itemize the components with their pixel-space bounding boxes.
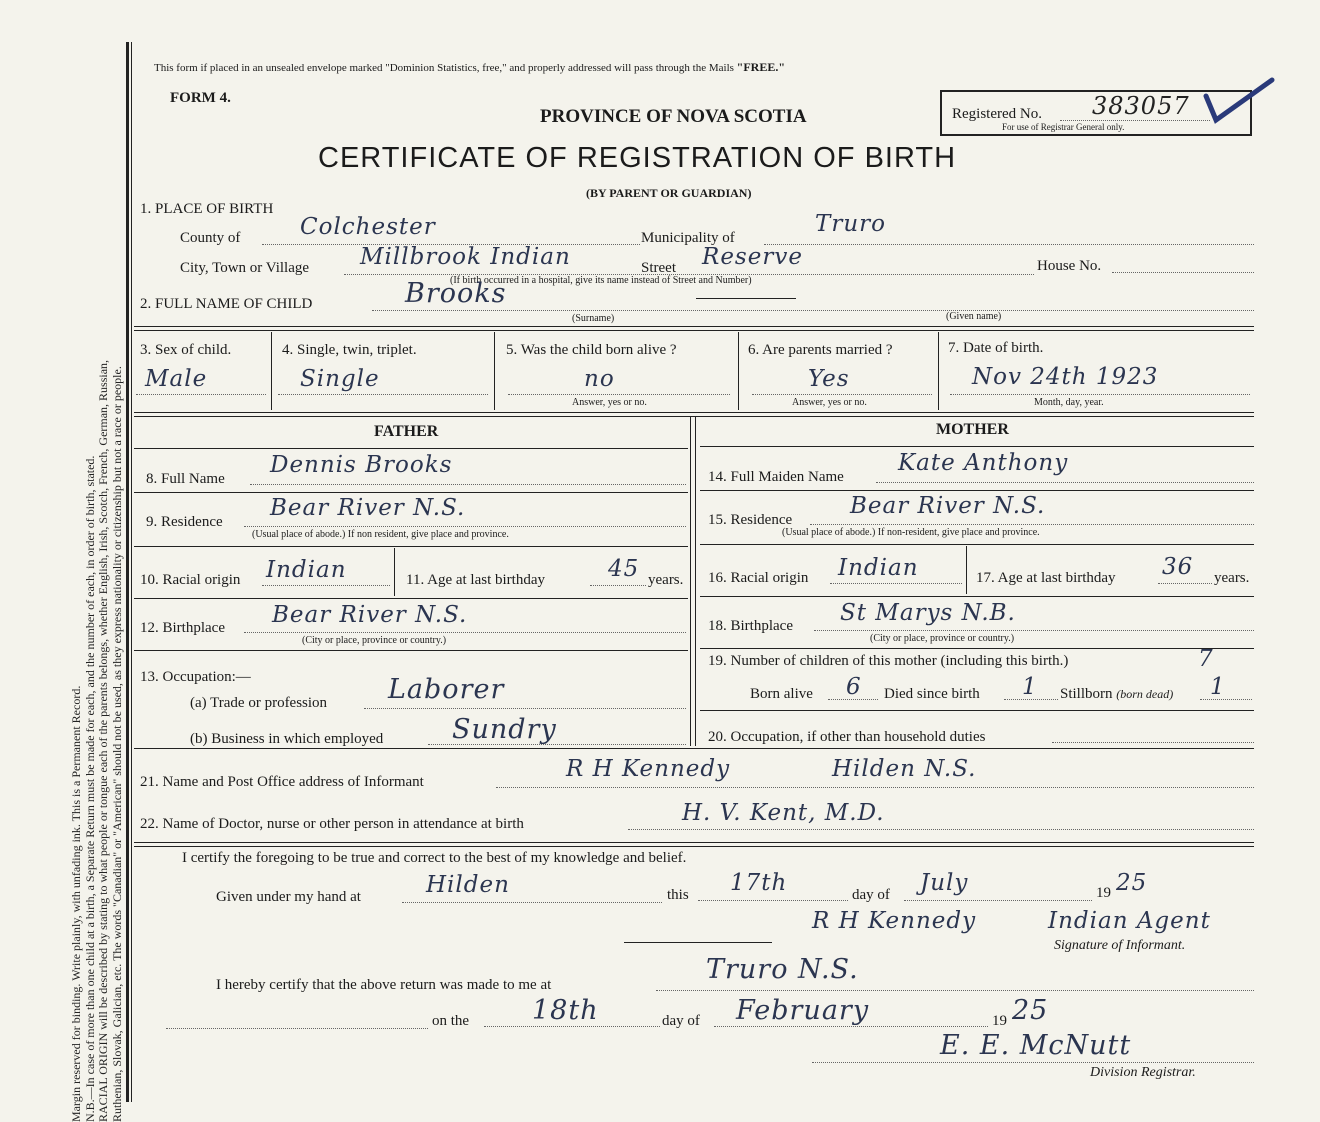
- sex-label: 3. Sex of child.: [140, 342, 232, 358]
- mother-age-unit: years.: [1214, 570, 1250, 586]
- parents-married-value: Yes: [808, 366, 850, 392]
- died-value: 1: [1022, 674, 1038, 700]
- doctor-label: 22. Name of Doctor, nurse or other person in attendance at birth: [140, 816, 524, 832]
- given-at-place: Hilden: [426, 872, 510, 898]
- mother-residence-label: 15. Residence: [708, 512, 793, 528]
- business-label: (b) Business in which employed: [190, 731, 384, 747]
- page-title: CERTIFICATE OF REGISTRATION OF BIRTH: [318, 142, 957, 174]
- house-label: House No.: [1037, 258, 1102, 274]
- registrar-caption: Division Registrar.: [1090, 1065, 1196, 1080]
- children-count-label: 19. Number of children of this mother (including this birth.): [708, 653, 1069, 669]
- registrar-place: Truro N.S.: [706, 954, 859, 985]
- hospital-note: (If birth occurred in a hospital, give its name instead of Street and Number): [450, 275, 752, 286]
- check-mark-icon: [1200, 74, 1280, 130]
- informant-signature: R H Kennedy: [812, 908, 977, 934]
- surname-caption: (Surname): [572, 313, 615, 324]
- binding-rule-inner: [131, 42, 132, 1102]
- certify-statement: I certify the foregoing to be true and correct to the best of my knowledge and belief.: [182, 850, 687, 866]
- father-occupation-label: 13. Occupation:—: [140, 669, 251, 685]
- father-race-value: Indian: [266, 557, 347, 583]
- mother-name-label: 14. Full Maiden Name: [708, 469, 844, 485]
- registered-label: Registered No.: [952, 106, 1042, 122]
- municipality-value: Truro: [815, 211, 886, 237]
- street-value: Reserve: [702, 244, 803, 270]
- father-residence-value: Bear River N.S.: [270, 495, 466, 521]
- born-alive-caption: Answer, yes or no.: [572, 397, 647, 408]
- died-label: Died since birth: [884, 686, 980, 702]
- born-alive-count-value: 6: [846, 674, 862, 700]
- father-race-label: 10. Racial origin: [140, 572, 241, 588]
- mother-birthplace-label: 18. Birthplace: [708, 618, 793, 634]
- father-residence-note: (Usual place of abode.) If non resident, give place and province.: [252, 529, 509, 540]
- dayof-label: day of: [852, 887, 890, 903]
- informant-address: Hilden N.S.: [832, 756, 977, 782]
- given-month: July: [920, 870, 969, 896]
- given-day: 17th: [730, 870, 788, 896]
- mother-heading: MOTHER: [936, 421, 1009, 438]
- given-at-label: Given under my hand at: [216, 889, 361, 905]
- father-name-value: Dennis Brooks: [270, 452, 453, 478]
- mother-residence-value: Bear River N.S.: [850, 493, 1046, 519]
- stillborn-label: Stillborn (born dead): [1060, 686, 1174, 702]
- this-label: this: [667, 887, 689, 903]
- trade-label: (a) Trade or profession: [190, 695, 328, 711]
- father-residence-label: 9. Residence: [146, 514, 223, 530]
- margin-line-4: Ruthenian, Slovak, Galician, etc. The words "Canadian" or "American" should not be used, as they express nationality or citizenship but not a race or people.: [109, 366, 124, 1122]
- mother-birthplace-value: St Marys N.B.: [840, 600, 1016, 626]
- mother-birthplace-note: (City or place, province or country.): [870, 633, 1015, 644]
- place-of-birth-heading: 1. PLACE OF BIRTH: [140, 201, 274, 217]
- born-alive-count-label: Born alive: [750, 686, 813, 702]
- multiplicity-label: 4. Single, twin, triplet.: [282, 342, 417, 358]
- mother-name-value: Kate Anthony: [898, 450, 1069, 476]
- father-age-label: 11. Age at last birthday: [406, 572, 545, 588]
- registrar-day: 18th: [532, 995, 599, 1026]
- mail-notice: This form if placed in an unsealed envelope marked "Dominion Statistics, free," and properly addressed will pass through the Mails "FREE.": [154, 60, 785, 74]
- given-name-caption: (Given name): [946, 311, 1002, 322]
- multiplicity-value: Single: [300, 366, 380, 392]
- registrar-year: 25: [1012, 995, 1049, 1026]
- birth-date-value: Nov 24th 1923: [972, 364, 1159, 390]
- father-birthplace-value: Bear River N.S.: [272, 602, 468, 628]
- father-age-value: 45: [608, 556, 640, 582]
- onthe-label: on the: [432, 1013, 470, 1029]
- parents-married-label: 6. Are parents married ?: [748, 342, 893, 358]
- binding-rule: [126, 42, 129, 1102]
- province-heading: PROVINCE OF NOVA SCOTIA: [540, 106, 807, 127]
- mother-residence-note: (Usual place of abode.) If non-resident, give place and province.: [782, 527, 1040, 538]
- trade-value: Laborer: [388, 674, 505, 705]
- form-number: FORM 4.: [170, 90, 231, 106]
- given-year-prefix: 19: [1096, 885, 1111, 901]
- father-birthplace-label: 12. Birthplace: [140, 620, 225, 636]
- registrar-year-prefix: 19: [992, 1013, 1007, 1029]
- registrar-statement: I hereby certify that the above return was made to me at: [216, 977, 552, 993]
- city-value: Millbrook Indian: [360, 244, 571, 270]
- given-year: 25: [1116, 870, 1148, 896]
- registrar-signature: E. E. McNutt: [940, 1030, 1132, 1061]
- mother-race-label: 16. Racial origin: [708, 570, 809, 586]
- sex-value: Male: [145, 366, 208, 392]
- registered-number: 383057: [1092, 92, 1190, 120]
- informant-title: Indian Agent: [1048, 908, 1211, 934]
- municipality-label: Municipality of: [641, 230, 735, 246]
- father-age-unit: years.: [648, 572, 684, 588]
- born-alive-value: no: [584, 366, 615, 392]
- margin-line-1: Margin reserved for binding. Write plainly, with unfading ink. This is a Permanent Record.: [69, 685, 83, 1122]
- father-heading: FATHER: [374, 423, 439, 440]
- child-surname: Brooks: [405, 278, 507, 309]
- informant-name: R H Kennedy: [566, 756, 731, 782]
- margin-line-3: RACIAL ORIGIN will be described by stating to what people or tongue each of the parents belongs, whether English, Irish, Scotch, French, German, Russian,: [96, 359, 110, 1122]
- informant-label: 21. Name and Post Office address of Informant: [140, 774, 424, 790]
- born-alive-label: 5. Was the child born alive ?: [506, 342, 677, 358]
- registrar-dayof-label: day of: [662, 1013, 700, 1029]
- registrar-month: February: [736, 995, 870, 1026]
- father-birthplace-note: (City or place, province or country.): [302, 635, 447, 646]
- mother-occupation-label: 20. Occupation, if other than household duties: [708, 729, 986, 745]
- parents-married-caption: Answer, yes or no.: [792, 397, 867, 408]
- father-name-label: 8. Full Name: [146, 471, 225, 487]
- mother-age-label: 17. Age at last birthday: [976, 570, 1116, 586]
- margin-line-2: N.B.—In case of more than one child at a birth, a Separate Return must be made for each, and the number of each, in order of birth, stated.: [82, 455, 97, 1122]
- business-value: Sundry: [452, 714, 557, 745]
- birth-date-caption: Month, day, year.: [1034, 397, 1104, 408]
- mother-race-value: Indian: [838, 555, 919, 581]
- child-name-label: 2. FULL NAME OF CHILD: [140, 296, 313, 312]
- page-subtitle: (BY PARENT OR GUARDIAN): [586, 186, 752, 200]
- county-value: Colchester: [300, 214, 436, 240]
- margin-instructions: [70, 52, 124, 1122]
- doctor-value: H. V. Kent, M.D.: [682, 800, 885, 826]
- birth-date-label: 7. Date of birth.: [948, 340, 1044, 356]
- registered-note: For use of Registrar General only.: [1002, 122, 1125, 132]
- county-label: County of: [180, 230, 241, 246]
- signature-caption: Signature of Informant.: [1054, 938, 1186, 953]
- children-count-value: 7: [1198, 646, 1214, 672]
- mother-age-value: 36: [1162, 554, 1194, 580]
- city-label: City, Town or Village: [180, 260, 310, 276]
- stillborn-value: 1: [1210, 674, 1226, 700]
- street-label: Street: [641, 260, 676, 276]
